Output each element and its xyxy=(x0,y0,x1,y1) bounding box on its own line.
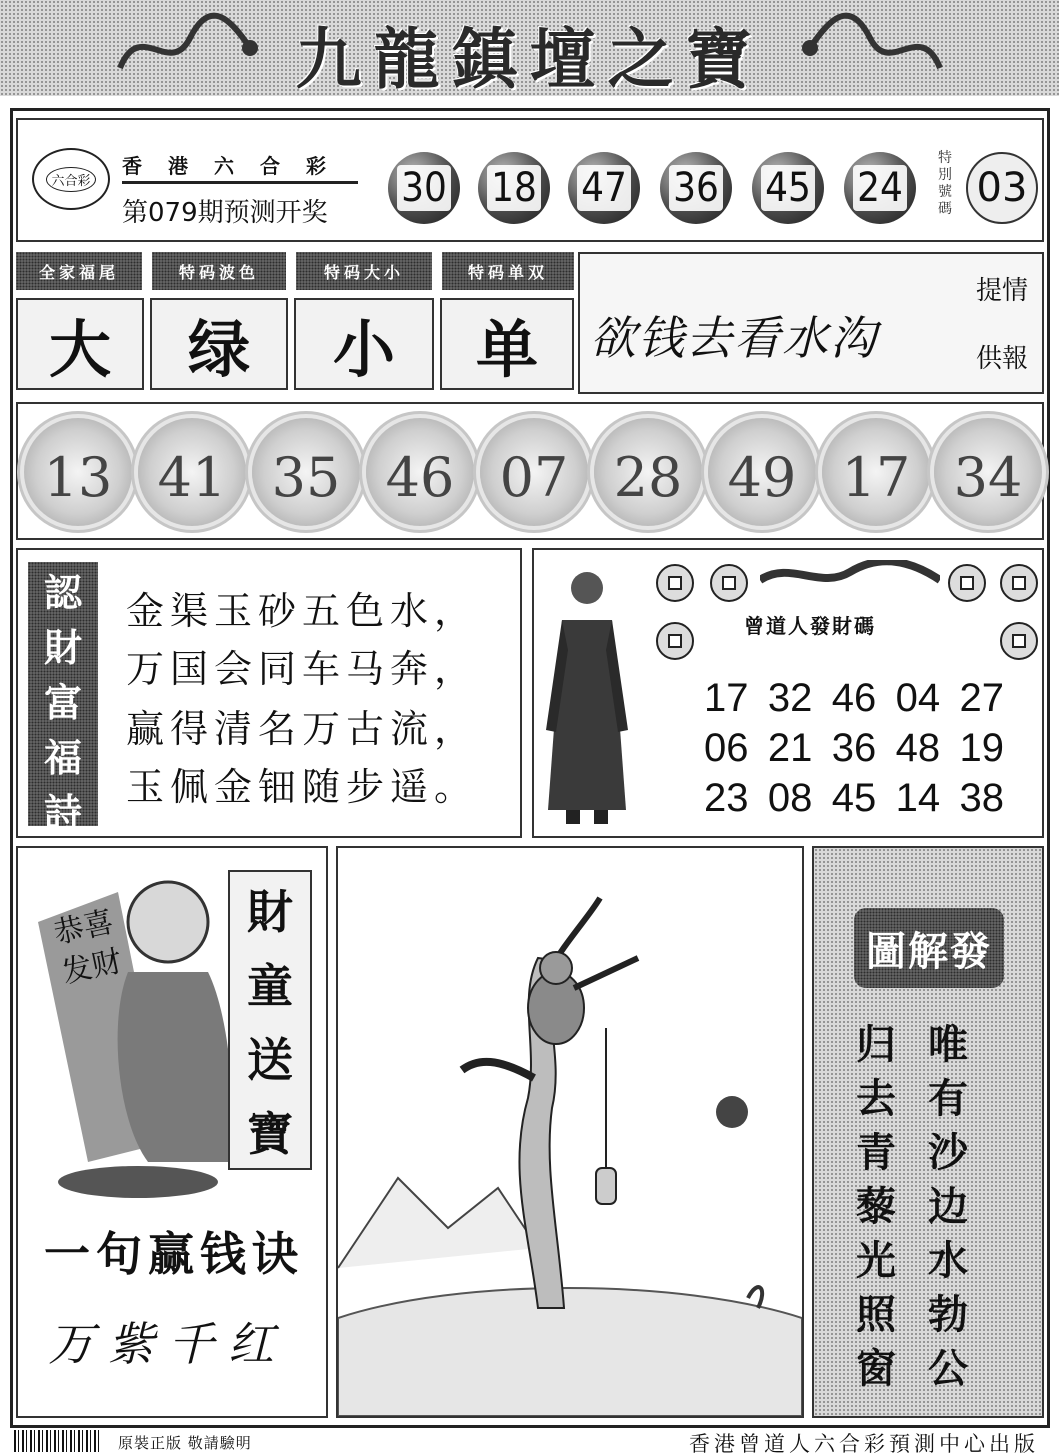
lucky-number: 19 xyxy=(959,726,1004,770)
poem-line: 玉佩金钿随步遥。 xyxy=(126,765,479,809)
picture-decode-box xyxy=(812,846,1044,1418)
tip-value: 绿 xyxy=(150,298,288,390)
lucky-number: 38 xyxy=(959,776,1004,820)
riddle-picture xyxy=(336,846,804,1418)
flower-badge xyxy=(934,418,1042,526)
poem-line: 金渠玉砂五色水， xyxy=(126,589,479,633)
lucky-number: 36 xyxy=(831,726,877,770)
title-banner xyxy=(0,0,1059,96)
flower-number: 28 xyxy=(613,446,683,509)
flower-number: 17 xyxy=(841,446,911,509)
tips-row xyxy=(16,252,574,394)
lucky-number: 04 xyxy=(895,676,941,720)
footer xyxy=(0,1428,1059,1455)
result-ball: 45 xyxy=(752,152,824,224)
lucky-number: 27 xyxy=(959,676,1004,720)
coin-icon xyxy=(948,564,986,602)
lottery-logo: 六合彩 xyxy=(32,148,110,210)
tip-value: 小 xyxy=(294,298,434,390)
lucky-number: 45 xyxy=(831,776,877,820)
flower-badge xyxy=(708,418,816,526)
provide-label-bottom: 供報 xyxy=(975,344,1028,374)
lucky-number: 08 xyxy=(767,776,813,820)
numbers-row xyxy=(704,676,1004,721)
tip-heading: 特码单双 xyxy=(442,252,574,290)
numbers-row xyxy=(704,726,1004,771)
flower-badge xyxy=(366,418,474,526)
poem-line: 万国会同车马奔， xyxy=(126,647,479,691)
draw-result-header xyxy=(16,118,1044,242)
coin-icon xyxy=(1000,564,1038,602)
coin-icon xyxy=(1000,622,1038,660)
tip-value: 单 xyxy=(440,298,574,390)
authenticity-note: 原裝正版 敬請驗明 xyxy=(118,1434,252,1452)
result-ball: 47 xyxy=(568,152,640,224)
lucky-numbers-box xyxy=(532,548,1044,838)
flower-badge xyxy=(822,418,930,526)
poem-box xyxy=(16,548,522,838)
lucky-number: 23 xyxy=(704,776,749,820)
result-ball: 18 xyxy=(478,152,550,224)
tip-heading: 特码波色 xyxy=(152,252,286,290)
tip-heading: 全家福尾 xyxy=(16,252,142,290)
lucky-number: 32 xyxy=(767,676,813,720)
tip-heading: 特码大小 xyxy=(296,252,432,290)
page-title: 九龍鎮壇之寶 xyxy=(295,21,764,98)
ribbon-decoration-icon xyxy=(760,560,940,590)
decode-title: 圖解發 xyxy=(854,908,1004,988)
flower-number: 07 xyxy=(499,446,569,509)
flower-badge xyxy=(480,418,588,526)
flower-number: 49 xyxy=(727,446,797,509)
result-ball: 30 xyxy=(388,152,460,224)
winning-phrase-title: 一句赢钱诀 xyxy=(44,1227,304,1281)
result-ball: 36 xyxy=(660,152,732,224)
special-ball: 03 xyxy=(966,152,1038,224)
wealth-child-banner: 財 童 送 寶 xyxy=(228,870,312,1170)
flower-badge xyxy=(138,418,246,526)
coin-icon xyxy=(710,564,748,602)
publisher-line: 香港曾道人六合彩預測中心出版 xyxy=(689,1432,1039,1455)
result-ball: 24 xyxy=(844,152,916,224)
lucky-numbers-title: 曾道人發財碼 xyxy=(744,614,876,638)
lucky-number: 06 xyxy=(704,726,749,770)
lottery-name: 香港六合彩 xyxy=(122,150,358,184)
master-figure-illustration xyxy=(542,560,632,832)
special-number-label: 特別號碼 xyxy=(938,150,952,217)
lucky-number: 21 xyxy=(767,726,813,770)
coin-icon xyxy=(656,622,694,660)
flower-number: 46 xyxy=(385,446,455,509)
kid-scroll-text: 恭喜发财 xyxy=(50,904,126,991)
lucky-number: 17 xyxy=(704,676,749,720)
numbers-row xyxy=(704,776,1004,821)
poem-line: 赢得清名万古流， xyxy=(126,707,479,751)
hint-phrase: 欲钱去看水沟 xyxy=(590,311,878,365)
lucky-number: 48 xyxy=(895,726,941,770)
provide-label-top: 提情 xyxy=(975,276,1028,306)
flower-badge xyxy=(594,418,702,526)
lucky-number: 46 xyxy=(831,676,877,720)
monkey-tree-illustration xyxy=(338,848,802,1416)
flower-badge xyxy=(252,418,360,526)
flower-number: 41 xyxy=(157,446,227,509)
flower-number: 34 xyxy=(953,446,1023,509)
winning-phrase: 万紫千红 xyxy=(48,1317,288,1371)
decode-verse-right: 唯 有 沙 边 水 勃 公 xyxy=(928,1021,968,1392)
barcode-icon xyxy=(14,1430,102,1452)
decode-verse-left: 归 去 青 藜 光 照 窗 xyxy=(856,1021,896,1392)
tip-value: 大 xyxy=(16,298,144,390)
flower-number: 35 xyxy=(271,446,341,509)
flower-number: 13 xyxy=(43,446,113,509)
hint-phrase-box xyxy=(578,252,1044,394)
flower-number-row xyxy=(16,402,1044,540)
wealth-child-box xyxy=(16,846,328,1418)
flower-badge xyxy=(24,418,132,526)
coin-icon xyxy=(656,564,694,602)
poem-side-label: 認 財 富 福 詩 xyxy=(28,562,98,826)
lucky-number: 14 xyxy=(895,776,941,820)
issue-label: 第079期预测开奖 xyxy=(122,198,328,228)
